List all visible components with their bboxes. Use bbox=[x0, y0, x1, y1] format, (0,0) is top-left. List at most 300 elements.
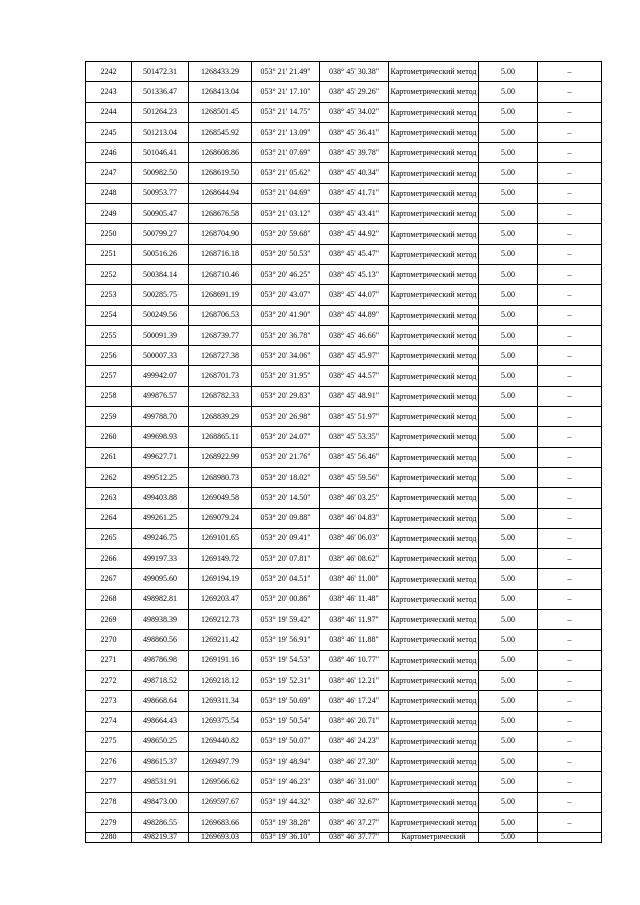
accuracy-cell: 5.00 bbox=[479, 82, 538, 102]
y-coordinate-cell: 1268706.53 bbox=[189, 305, 252, 325]
accuracy-cell: 5.00 bbox=[479, 731, 538, 751]
x-coordinate-cell: 500905.47 bbox=[132, 204, 189, 224]
x-coordinate-cell: 498615.37 bbox=[132, 752, 189, 772]
table-row bbox=[86, 143, 602, 163]
table-row bbox=[86, 386, 602, 406]
method-cell: Картометрический метод bbox=[389, 731, 479, 751]
accuracy-cell: 5.00 bbox=[479, 447, 538, 467]
latitude-cell: 053° 19' 38.28" bbox=[252, 812, 320, 832]
table-row bbox=[86, 691, 602, 711]
latitude-cell: 053° 20' 14.50" bbox=[252, 488, 320, 508]
y-coordinate-cell: 1269191.16 bbox=[189, 650, 252, 670]
note-cell: – bbox=[538, 285, 602, 305]
longitude-cell: 038° 45' 51.97" bbox=[320, 407, 389, 427]
x-coordinate-cell: 498938.39 bbox=[132, 610, 189, 630]
y-coordinate-cell: 1268701.73 bbox=[189, 366, 252, 386]
table-row bbox=[86, 772, 602, 792]
note-cell: – bbox=[538, 569, 602, 589]
table-row bbox=[86, 752, 602, 772]
longitude-cell: 038° 45' 44.07" bbox=[320, 285, 389, 305]
latitude-cell: 053° 20' 24.07" bbox=[252, 427, 320, 447]
latitude-cell: 053° 21' 21.49" bbox=[252, 62, 320, 82]
y-coordinate-cell: 1269311.34 bbox=[189, 691, 252, 711]
note-cell: – bbox=[538, 467, 602, 487]
longitude-cell: 038° 46' 27.30" bbox=[320, 752, 389, 772]
x-coordinate-cell: 498718.52 bbox=[132, 670, 189, 690]
note-cell: – bbox=[538, 427, 602, 447]
table-row bbox=[86, 711, 602, 731]
latitude-cell: 053° 20' 41.90" bbox=[252, 305, 320, 325]
x-coordinate-cell: 500285.75 bbox=[132, 285, 189, 305]
point-number-cell: 2244 bbox=[86, 102, 132, 122]
method-cell: Картометрический метод bbox=[389, 183, 479, 203]
accuracy-cell: 5.00 bbox=[479, 752, 538, 772]
accuracy-cell: 5.00 bbox=[479, 488, 538, 508]
latitude-cell: 053° 20' 36.78" bbox=[252, 325, 320, 345]
table-row bbox=[86, 427, 602, 447]
table-row bbox=[86, 792, 602, 812]
note-cell: – bbox=[538, 812, 602, 832]
accuracy-cell: 5.00 bbox=[479, 589, 538, 609]
x-coordinate-cell: 500384.14 bbox=[132, 264, 189, 284]
y-coordinate-cell: 1269693.03 bbox=[189, 833, 252, 843]
table-row bbox=[86, 488, 602, 508]
x-coordinate-cell: 499246.75 bbox=[132, 528, 189, 548]
point-number-cell: 2262 bbox=[86, 467, 132, 487]
accuracy-cell: 5.00 bbox=[479, 508, 538, 528]
x-coordinate-cell: 499095.60 bbox=[132, 569, 189, 589]
accuracy-cell: 5.00 bbox=[479, 407, 538, 427]
longitude-cell: 038° 46' 20.71" bbox=[320, 711, 389, 731]
method-cell: Картометрический метод bbox=[389, 650, 479, 670]
accuracy-cell: 5.00 bbox=[479, 650, 538, 670]
point-number-cell: 2256 bbox=[86, 346, 132, 366]
point-number-cell: 2258 bbox=[86, 386, 132, 406]
table-row bbox=[86, 305, 602, 325]
point-number-cell: 2252 bbox=[86, 264, 132, 284]
y-coordinate-cell: 1268608.86 bbox=[189, 143, 252, 163]
point-number-cell: 2246 bbox=[86, 143, 132, 163]
x-coordinate-cell: 499403.88 bbox=[132, 488, 189, 508]
longitude-cell: 038° 45' 56.46" bbox=[320, 447, 389, 467]
accuracy-cell: 5.00 bbox=[479, 102, 538, 122]
note-cell: – bbox=[538, 772, 602, 792]
method-cell: Картометрический метод bbox=[389, 752, 479, 772]
y-coordinate-cell: 1269597.67 bbox=[189, 792, 252, 812]
latitude-cell: 053° 21' 13.09" bbox=[252, 122, 320, 142]
y-coordinate-cell: 1269079.24 bbox=[189, 508, 252, 528]
table-row bbox=[86, 366, 602, 386]
x-coordinate-cell: 499627.71 bbox=[132, 447, 189, 467]
x-coordinate-cell: 498219.37 bbox=[132, 833, 189, 843]
latitude-cell: 053° 19' 50.54" bbox=[252, 711, 320, 731]
method-cell: Картометрический метод bbox=[389, 366, 479, 386]
y-coordinate-cell: 1268619.50 bbox=[189, 163, 252, 183]
x-coordinate-cell: 501213.04 bbox=[132, 122, 189, 142]
accuracy-cell: 5.00 bbox=[479, 549, 538, 569]
x-coordinate-cell: 500982.50 bbox=[132, 163, 189, 183]
method-cell: Картометрический метод bbox=[389, 670, 479, 690]
method-cell: Картометрический метод bbox=[389, 82, 479, 102]
accuracy-cell: 5.00 bbox=[479, 467, 538, 487]
longitude-cell: 038° 46' 11.00" bbox=[320, 569, 389, 589]
point-number-cell: 2268 bbox=[86, 589, 132, 609]
point-number-cell: 2267 bbox=[86, 569, 132, 589]
x-coordinate-cell: 498664.43 bbox=[132, 711, 189, 731]
table-row bbox=[86, 528, 602, 548]
point-number-cell: 2245 bbox=[86, 122, 132, 142]
longitude-cell: 038° 46' 17.24" bbox=[320, 691, 389, 711]
point-number-cell: 2251 bbox=[86, 244, 132, 264]
latitude-cell: 053° 19' 48.94" bbox=[252, 752, 320, 772]
x-coordinate-cell: 500953.77 bbox=[132, 183, 189, 203]
latitude-cell: 053° 19' 59.42" bbox=[252, 610, 320, 630]
table-row bbox=[86, 204, 602, 224]
longitude-cell: 038° 46' 11.48" bbox=[320, 589, 389, 609]
method-cell: Картометрический метод bbox=[389, 143, 479, 163]
point-number-cell: 2278 bbox=[86, 792, 132, 812]
note-cell: – bbox=[538, 204, 602, 224]
latitude-cell: 053° 20' 46.25" bbox=[252, 264, 320, 284]
accuracy-cell: 5.00 bbox=[479, 163, 538, 183]
note-cell: – bbox=[538, 183, 602, 203]
point-number-cell: 2263 bbox=[86, 488, 132, 508]
method-cell: Картометрический метод bbox=[389, 407, 479, 427]
method-cell: Картометрический метод bbox=[389, 264, 479, 284]
latitude-cell: 053° 19' 36.10" bbox=[252, 833, 320, 843]
method-cell: Картометрический метод bbox=[389, 528, 479, 548]
longitude-cell: 038° 45' 43.41" bbox=[320, 204, 389, 224]
note-cell: – bbox=[538, 82, 602, 102]
table-row bbox=[86, 670, 602, 690]
longitude-cell: 038° 46' 32.67" bbox=[320, 792, 389, 812]
latitude-cell: 053° 21' 17.10" bbox=[252, 82, 320, 102]
accuracy-cell: 5.00 bbox=[479, 427, 538, 447]
method-cell: Картометрический метод bbox=[389, 792, 479, 812]
method-cell: Картометрический метод bbox=[389, 325, 479, 345]
x-coordinate-cell: 498668.64 bbox=[132, 691, 189, 711]
latitude-cell: 053° 21' 04.69" bbox=[252, 183, 320, 203]
accuracy-cell: 5.00 bbox=[479, 833, 538, 843]
method-cell: Картометрический метод bbox=[389, 285, 479, 305]
accuracy-cell: 5.00 bbox=[479, 244, 538, 264]
y-coordinate-cell: 1268433.29 bbox=[189, 62, 252, 82]
y-coordinate-cell: 1268676.58 bbox=[189, 204, 252, 224]
note-cell: – bbox=[538, 528, 602, 548]
note-cell: – bbox=[538, 792, 602, 812]
point-number-cell: 2243 bbox=[86, 82, 132, 102]
accuracy-cell: 5.00 bbox=[479, 346, 538, 366]
accuracy-cell: 5.00 bbox=[479, 630, 538, 650]
longitude-cell: 038° 45' 39.78" bbox=[320, 143, 389, 163]
table-row bbox=[86, 630, 602, 650]
x-coordinate-cell: 501472.31 bbox=[132, 62, 189, 82]
method-cell: Картометрический метод bbox=[389, 346, 479, 366]
y-coordinate-cell: 1269440.82 bbox=[189, 731, 252, 751]
latitude-cell: 053° 20' 43.07" bbox=[252, 285, 320, 305]
table-row bbox=[86, 122, 602, 142]
method-cell: Картометрический метод bbox=[389, 508, 479, 528]
table-row bbox=[86, 82, 602, 102]
longitude-cell: 038° 46' 11.97" bbox=[320, 610, 389, 630]
method-cell: Картометрический метод bbox=[389, 427, 479, 447]
point-number-cell: 2277 bbox=[86, 772, 132, 792]
note-cell: – bbox=[538, 670, 602, 690]
method-cell: Картометрический метод bbox=[389, 569, 479, 589]
accuracy-cell: 5.00 bbox=[479, 122, 538, 142]
note-cell: – bbox=[538, 244, 602, 264]
table-row bbox=[86, 833, 602, 843]
y-coordinate-cell: 1268501.45 bbox=[189, 102, 252, 122]
accuracy-cell: 5.00 bbox=[479, 812, 538, 832]
y-coordinate-cell: 1268413.04 bbox=[189, 82, 252, 102]
accuracy-cell: 5.00 bbox=[479, 610, 538, 630]
coordinates-table bbox=[85, 61, 602, 843]
table-row bbox=[86, 285, 602, 305]
y-coordinate-cell: 1268839.29 bbox=[189, 407, 252, 427]
latitude-cell: 053° 19' 50.69" bbox=[252, 691, 320, 711]
note-cell: – bbox=[538, 508, 602, 528]
note-cell: – bbox=[538, 224, 602, 244]
accuracy-cell: 5.00 bbox=[479, 183, 538, 203]
point-number-cell: 2261 bbox=[86, 447, 132, 467]
x-coordinate-cell: 498473.00 bbox=[132, 792, 189, 812]
point-number-cell: 2259 bbox=[86, 407, 132, 427]
x-coordinate-cell: 500091.39 bbox=[132, 325, 189, 345]
method-cell: Картометрический метод bbox=[389, 102, 479, 122]
x-coordinate-cell: 500249.56 bbox=[132, 305, 189, 325]
longitude-cell: 038° 46' 37.27" bbox=[320, 812, 389, 832]
x-coordinate-cell: 499788.70 bbox=[132, 407, 189, 427]
method-cell: Картометрический метод bbox=[389, 711, 479, 731]
latitude-cell: 053° 20' 59.68" bbox=[252, 224, 320, 244]
note-cell: – bbox=[538, 731, 602, 751]
table-row bbox=[86, 812, 602, 832]
longitude-cell: 038° 45' 44.57" bbox=[320, 366, 389, 386]
point-number-cell: 2264 bbox=[86, 508, 132, 528]
note-cell: – bbox=[538, 630, 602, 650]
x-coordinate-cell: 499942.07 bbox=[132, 366, 189, 386]
latitude-cell: 053° 19' 50.07" bbox=[252, 731, 320, 751]
y-coordinate-cell: 1269683.66 bbox=[189, 812, 252, 832]
accuracy-cell: 5.00 bbox=[479, 366, 538, 386]
table-row bbox=[86, 447, 602, 467]
y-coordinate-cell: 1269203.47 bbox=[189, 589, 252, 609]
point-number-cell: 2271 bbox=[86, 650, 132, 670]
table-row bbox=[86, 569, 602, 589]
latitude-cell: 053° 19' 54.53" bbox=[252, 650, 320, 670]
longitude-cell: 038° 46' 37.77" bbox=[320, 833, 389, 843]
y-coordinate-cell: 1268727.38 bbox=[189, 346, 252, 366]
longitude-cell: 038° 45' 30.38" bbox=[320, 62, 389, 82]
point-number-cell: 2257 bbox=[86, 366, 132, 386]
latitude-cell: 053° 20' 00.86" bbox=[252, 589, 320, 609]
method-cell: Картометрический метод bbox=[389, 812, 479, 832]
y-coordinate-cell: 1268980.73 bbox=[189, 467, 252, 487]
accuracy-cell: 5.00 bbox=[479, 143, 538, 163]
y-coordinate-cell: 1268710.46 bbox=[189, 264, 252, 284]
accuracy-cell: 5.00 bbox=[479, 569, 538, 589]
accuracy-cell: 5.00 bbox=[479, 264, 538, 284]
point-number-cell: 2272 bbox=[86, 670, 132, 690]
method-cell: Картометрический метод bbox=[389, 204, 479, 224]
accuracy-cell: 5.00 bbox=[479, 792, 538, 812]
longitude-cell: 038° 45' 48.91" bbox=[320, 386, 389, 406]
x-coordinate-cell: 498786.98 bbox=[132, 650, 189, 670]
longitude-cell: 038° 45' 59.56" bbox=[320, 467, 389, 487]
y-coordinate-cell: 1269211.42 bbox=[189, 630, 252, 650]
x-coordinate-cell: 498982.81 bbox=[132, 589, 189, 609]
method-cell: Картометрический метод bbox=[389, 305, 479, 325]
method-cell: Картометрический метод bbox=[389, 386, 479, 406]
latitude-cell: 053° 21' 05.62" bbox=[252, 163, 320, 183]
point-number-cell: 2260 bbox=[86, 427, 132, 447]
note-cell: – bbox=[538, 346, 602, 366]
longitude-cell: 038° 45' 45.13" bbox=[320, 264, 389, 284]
table-row bbox=[86, 224, 602, 244]
latitude-cell: 053° 20' 07.81" bbox=[252, 549, 320, 569]
latitude-cell: 053° 19' 44.32" bbox=[252, 792, 320, 812]
y-coordinate-cell: 1268716.18 bbox=[189, 244, 252, 264]
accuracy-cell: 5.00 bbox=[479, 711, 538, 731]
latitude-cell: 053° 20' 29.83" bbox=[252, 386, 320, 406]
point-number-cell: 2275 bbox=[86, 731, 132, 751]
longitude-cell: 038° 45' 36.41" bbox=[320, 122, 389, 142]
latitude-cell: 053° 20' 34.06" bbox=[252, 346, 320, 366]
note-cell: – bbox=[538, 711, 602, 731]
point-number-cell: 2270 bbox=[86, 630, 132, 650]
x-coordinate-cell: 499876.57 bbox=[132, 386, 189, 406]
latitude-cell: 053° 19' 52.31" bbox=[252, 670, 320, 690]
x-coordinate-cell: 499512.25 bbox=[132, 467, 189, 487]
y-coordinate-cell: 1268922.99 bbox=[189, 447, 252, 467]
note-cell: – bbox=[538, 366, 602, 386]
accuracy-cell: 5.00 bbox=[479, 224, 538, 244]
table-row bbox=[86, 163, 602, 183]
table-row bbox=[86, 731, 602, 751]
method-cell: Картометрический метод bbox=[389, 62, 479, 82]
x-coordinate-cell: 501264.23 bbox=[132, 102, 189, 122]
latitude-cell: 053° 20' 31.95" bbox=[252, 366, 320, 386]
latitude-cell: 053° 19' 46.23" bbox=[252, 772, 320, 792]
table-row bbox=[86, 183, 602, 203]
point-number-cell: 2255 bbox=[86, 325, 132, 345]
point-number-cell: 2253 bbox=[86, 285, 132, 305]
note-cell: – bbox=[538, 325, 602, 345]
x-coordinate-cell: 500007.33 bbox=[132, 346, 189, 366]
point-number-cell: 2254 bbox=[86, 305, 132, 325]
note-cell: – bbox=[538, 143, 602, 163]
x-coordinate-cell: 498650.25 bbox=[132, 731, 189, 751]
y-coordinate-cell: 1268739.77 bbox=[189, 325, 252, 345]
latitude-cell: 053° 21' 03.12" bbox=[252, 204, 320, 224]
longitude-cell: 038° 46' 08.62" bbox=[320, 549, 389, 569]
longitude-cell: 038° 45' 45.47" bbox=[320, 244, 389, 264]
latitude-cell: 053° 20' 18.02" bbox=[252, 467, 320, 487]
method-cell: Картометрический метод bbox=[389, 467, 479, 487]
longitude-cell: 038° 46' 06.03" bbox=[320, 528, 389, 548]
y-coordinate-cell: 1268865.11 bbox=[189, 427, 252, 447]
y-coordinate-cell: 1269194.19 bbox=[189, 569, 252, 589]
y-coordinate-cell: 1269218.12 bbox=[189, 670, 252, 690]
method-cell: Картометрический метод bbox=[389, 772, 479, 792]
method-cell: Картометрический метод bbox=[389, 589, 479, 609]
table-body bbox=[86, 62, 602, 843]
note-cell: – bbox=[538, 549, 602, 569]
note-cell: – bbox=[538, 447, 602, 467]
point-number-cell: 2276 bbox=[86, 752, 132, 772]
latitude-cell: 053° 21' 14.75" bbox=[252, 102, 320, 122]
point-number-cell: 2249 bbox=[86, 204, 132, 224]
note-cell: – bbox=[538, 122, 602, 142]
longitude-cell: 038° 46' 31.00" bbox=[320, 772, 389, 792]
accuracy-cell: 5.00 bbox=[479, 285, 538, 305]
note-cell: – bbox=[538, 488, 602, 508]
x-coordinate-cell: 501046.41 bbox=[132, 143, 189, 163]
y-coordinate-cell: 1269149.72 bbox=[189, 549, 252, 569]
latitude-cell: 053° 20' 04.51" bbox=[252, 569, 320, 589]
latitude-cell: 053° 21' 07.69" bbox=[252, 143, 320, 163]
note-cell: – bbox=[538, 264, 602, 284]
table-row bbox=[86, 589, 602, 609]
note-cell: – bbox=[538, 62, 602, 82]
method-cell: Картометрический метод bbox=[389, 630, 479, 650]
x-coordinate-cell: 498860.56 bbox=[132, 630, 189, 650]
longitude-cell: 038° 45' 44.92" bbox=[320, 224, 389, 244]
method-cell: Картометрический метод bbox=[389, 488, 479, 508]
table-row bbox=[86, 264, 602, 284]
y-coordinate-cell: 1268545.92 bbox=[189, 122, 252, 142]
latitude-cell: 053° 20' 50.53" bbox=[252, 244, 320, 264]
y-coordinate-cell: 1269375.54 bbox=[189, 711, 252, 731]
latitude-cell: 053° 19' 56.91" bbox=[252, 630, 320, 650]
method-cell: Картометрический bbox=[389, 833, 479, 843]
y-coordinate-cell: 1268704.90 bbox=[189, 224, 252, 244]
method-cell: Картометрический метод bbox=[389, 610, 479, 630]
table-row bbox=[86, 102, 602, 122]
accuracy-cell: 5.00 bbox=[479, 204, 538, 224]
accuracy-cell: 5.00 bbox=[479, 691, 538, 711]
point-number-cell: 2269 bbox=[86, 610, 132, 630]
y-coordinate-cell: 1269049.58 bbox=[189, 488, 252, 508]
table-row bbox=[86, 549, 602, 569]
method-cell: Картометрический метод bbox=[389, 691, 479, 711]
x-coordinate-cell: 500516.26 bbox=[132, 244, 189, 264]
longitude-cell: 038° 45' 40.34" bbox=[320, 163, 389, 183]
point-number-cell: 2265 bbox=[86, 528, 132, 548]
table-row bbox=[86, 467, 602, 487]
y-coordinate-cell: 1268644.94 bbox=[189, 183, 252, 203]
note-cell: – bbox=[538, 407, 602, 427]
note-cell: – bbox=[538, 163, 602, 183]
note-cell bbox=[538, 833, 602, 843]
table-row bbox=[86, 346, 602, 366]
accuracy-cell: 5.00 bbox=[479, 670, 538, 690]
point-number-cell: 2274 bbox=[86, 711, 132, 731]
method-cell: Картометрический метод bbox=[389, 447, 479, 467]
longitude-cell: 038° 46' 11.88" bbox=[320, 630, 389, 650]
x-coordinate-cell: 499698.93 bbox=[132, 427, 189, 447]
note-cell: – bbox=[538, 102, 602, 122]
note-cell: – bbox=[538, 752, 602, 772]
method-cell: Картометрический метод bbox=[389, 122, 479, 142]
accuracy-cell: 5.00 bbox=[479, 386, 538, 406]
latitude-cell: 053° 20' 26.98" bbox=[252, 407, 320, 427]
point-number-cell: 2242 bbox=[86, 62, 132, 82]
longitude-cell: 038° 45' 46.66" bbox=[320, 325, 389, 345]
table-row bbox=[86, 610, 602, 630]
longitude-cell: 038° 45' 34.02" bbox=[320, 102, 389, 122]
